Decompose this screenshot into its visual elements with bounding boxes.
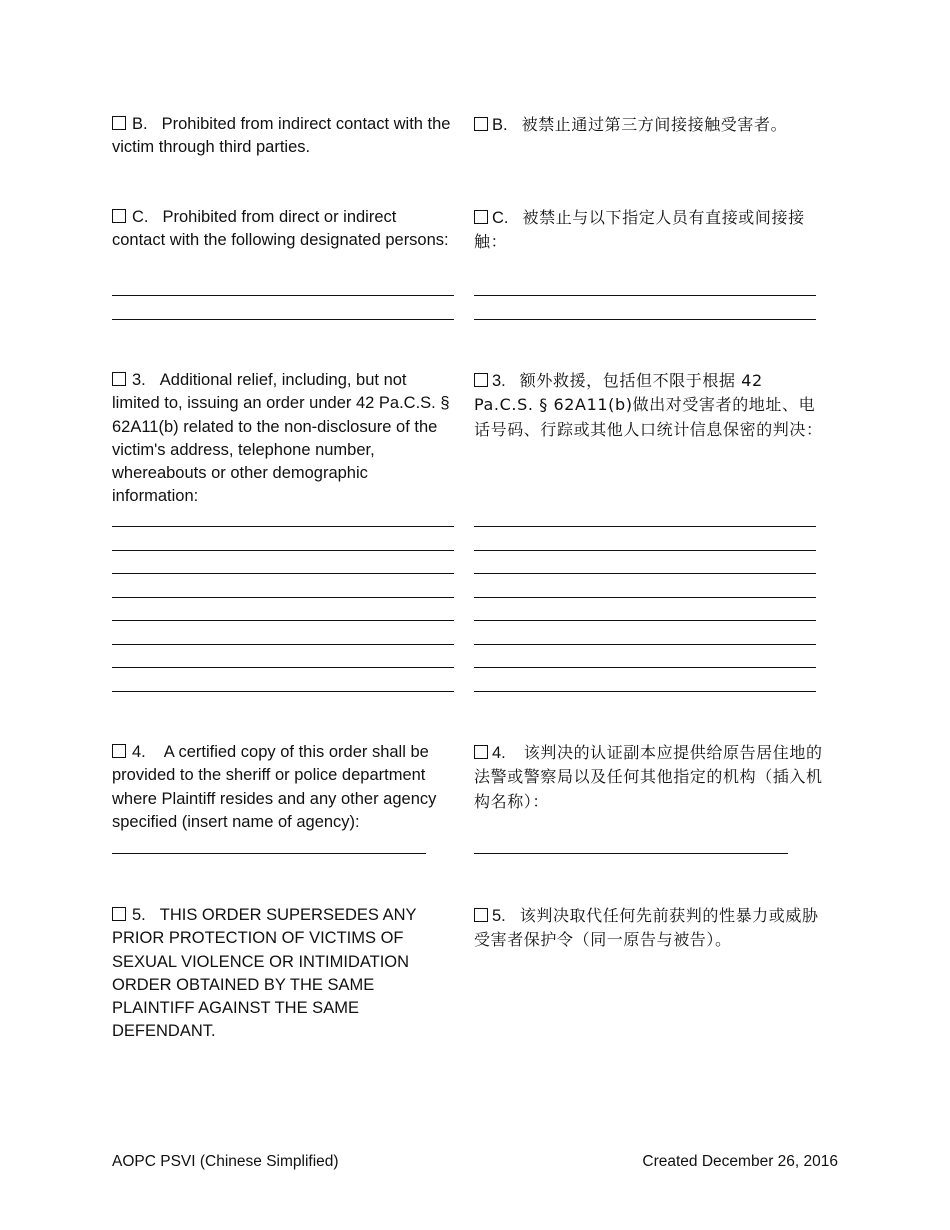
item-text: Additional relief, including, but not limited to, issuing an order under 42 Pa.C.S. § 62A11(b) related to the non-disclosure of the victim's address, telephone number, whereabouts or other demographic information:: [112, 371, 450, 506]
item-3-zh-checkbox[interactable]: [474, 373, 488, 387]
item-b-zh-checkbox[interactable]: [474, 117, 488, 131]
item-c-checkbox[interactable]: [112, 209, 126, 223]
item-c-chinese: [474, 206, 824, 255]
item-5-zh-checkbox[interactable]: [474, 908, 488, 922]
item-text: 被禁止通过第三方间接接触受害者。: [521, 115, 788, 134]
item-number: 4.: [492, 744, 506, 762]
item-b-checkbox[interactable]: [112, 116, 126, 130]
item-4-zh-checkbox[interactable]: [474, 745, 488, 759]
item-c-zh-blank-lines[interactable]: [474, 295, 816, 342]
item-text: Prohibited from indirect contact with the victim through third parties.: [112, 115, 451, 157]
item-text: A certified copy of this order shall be provided to the sheriff or police department where Plaintiff resides and any other agency specified (insert name of agency):: [112, 743, 437, 831]
item-number: 3.: [132, 371, 146, 389]
item-c-blank-lines[interactable]: [112, 295, 454, 342]
item-number: B.: [132, 115, 148, 133]
item-5-english: [112, 904, 454, 1044]
item-text: 额外救援，包括但不限于根据 42 Pa.C.S. § 62A11(b)做出对受害者的地址、电话号码、行踪或其他人口统计信息保密的判决：: [474, 371, 823, 439]
item-4-checkbox[interactable]: [112, 744, 126, 758]
item-number: C.: [492, 209, 509, 227]
item-number: 5.: [132, 906, 146, 924]
item-text: 该判决的认证副本应提供给原告居住地的法警或警察局以及任何其他指定的机构（插入机构名称）：: [474, 743, 823, 811]
item-3-zh-blank-lines[interactable]: [474, 526, 816, 714]
footer-created-date: Created December 26, 2016: [642, 1153, 838, 1170]
footer-form-id: AOPC PSVI (Chinese Simplified): [112, 1153, 339, 1170]
item-5-chinese: [474, 904, 824, 953]
item-b-chinese: [474, 113, 824, 137]
item-3-blank-lines[interactable]: [112, 526, 454, 714]
item-c-zh-checkbox[interactable]: [474, 210, 488, 224]
item-text: 该判决取代任何先前获判的性暴力或威胁受害者保护令（同一原告与被告）。: [474, 906, 819, 950]
item-c-english: [112, 206, 454, 253]
item-5-checkbox[interactable]: [112, 907, 126, 921]
item-4-chinese: [474, 741, 824, 814]
item-b-english: [112, 113, 454, 160]
item-text: 被禁止与以下指定人员有直接或间接接触：: [474, 208, 805, 252]
item-text: THIS ORDER SUPERSEDES ANY PRIOR PROTECTION OF VICTIMS OF SEXUAL VIOLENCE OR INTIMIDATION ORDER OBTAINED BY THE SAME PLAINTIFF AGAINST THE SAME DEFENDANT.: [112, 906, 417, 1041]
item-number: 5.: [492, 907, 506, 925]
item-4-zh-agency-line[interactable]: [474, 853, 788, 877]
item-3-english: [112, 369, 454, 509]
item-3-chinese: [474, 369, 824, 442]
item-4-english: [112, 741, 454, 834]
item-number: B.: [492, 116, 508, 134]
item-number: 3.: [492, 372, 506, 390]
item-3-checkbox[interactable]: [112, 372, 126, 386]
item-number: 4.: [132, 743, 146, 761]
item-text: Prohibited from direct or indirect contact with the following designated persons:: [112, 208, 449, 250]
item-number: C.: [132, 208, 149, 226]
item-4-agency-line[interactable]: [112, 853, 426, 877]
